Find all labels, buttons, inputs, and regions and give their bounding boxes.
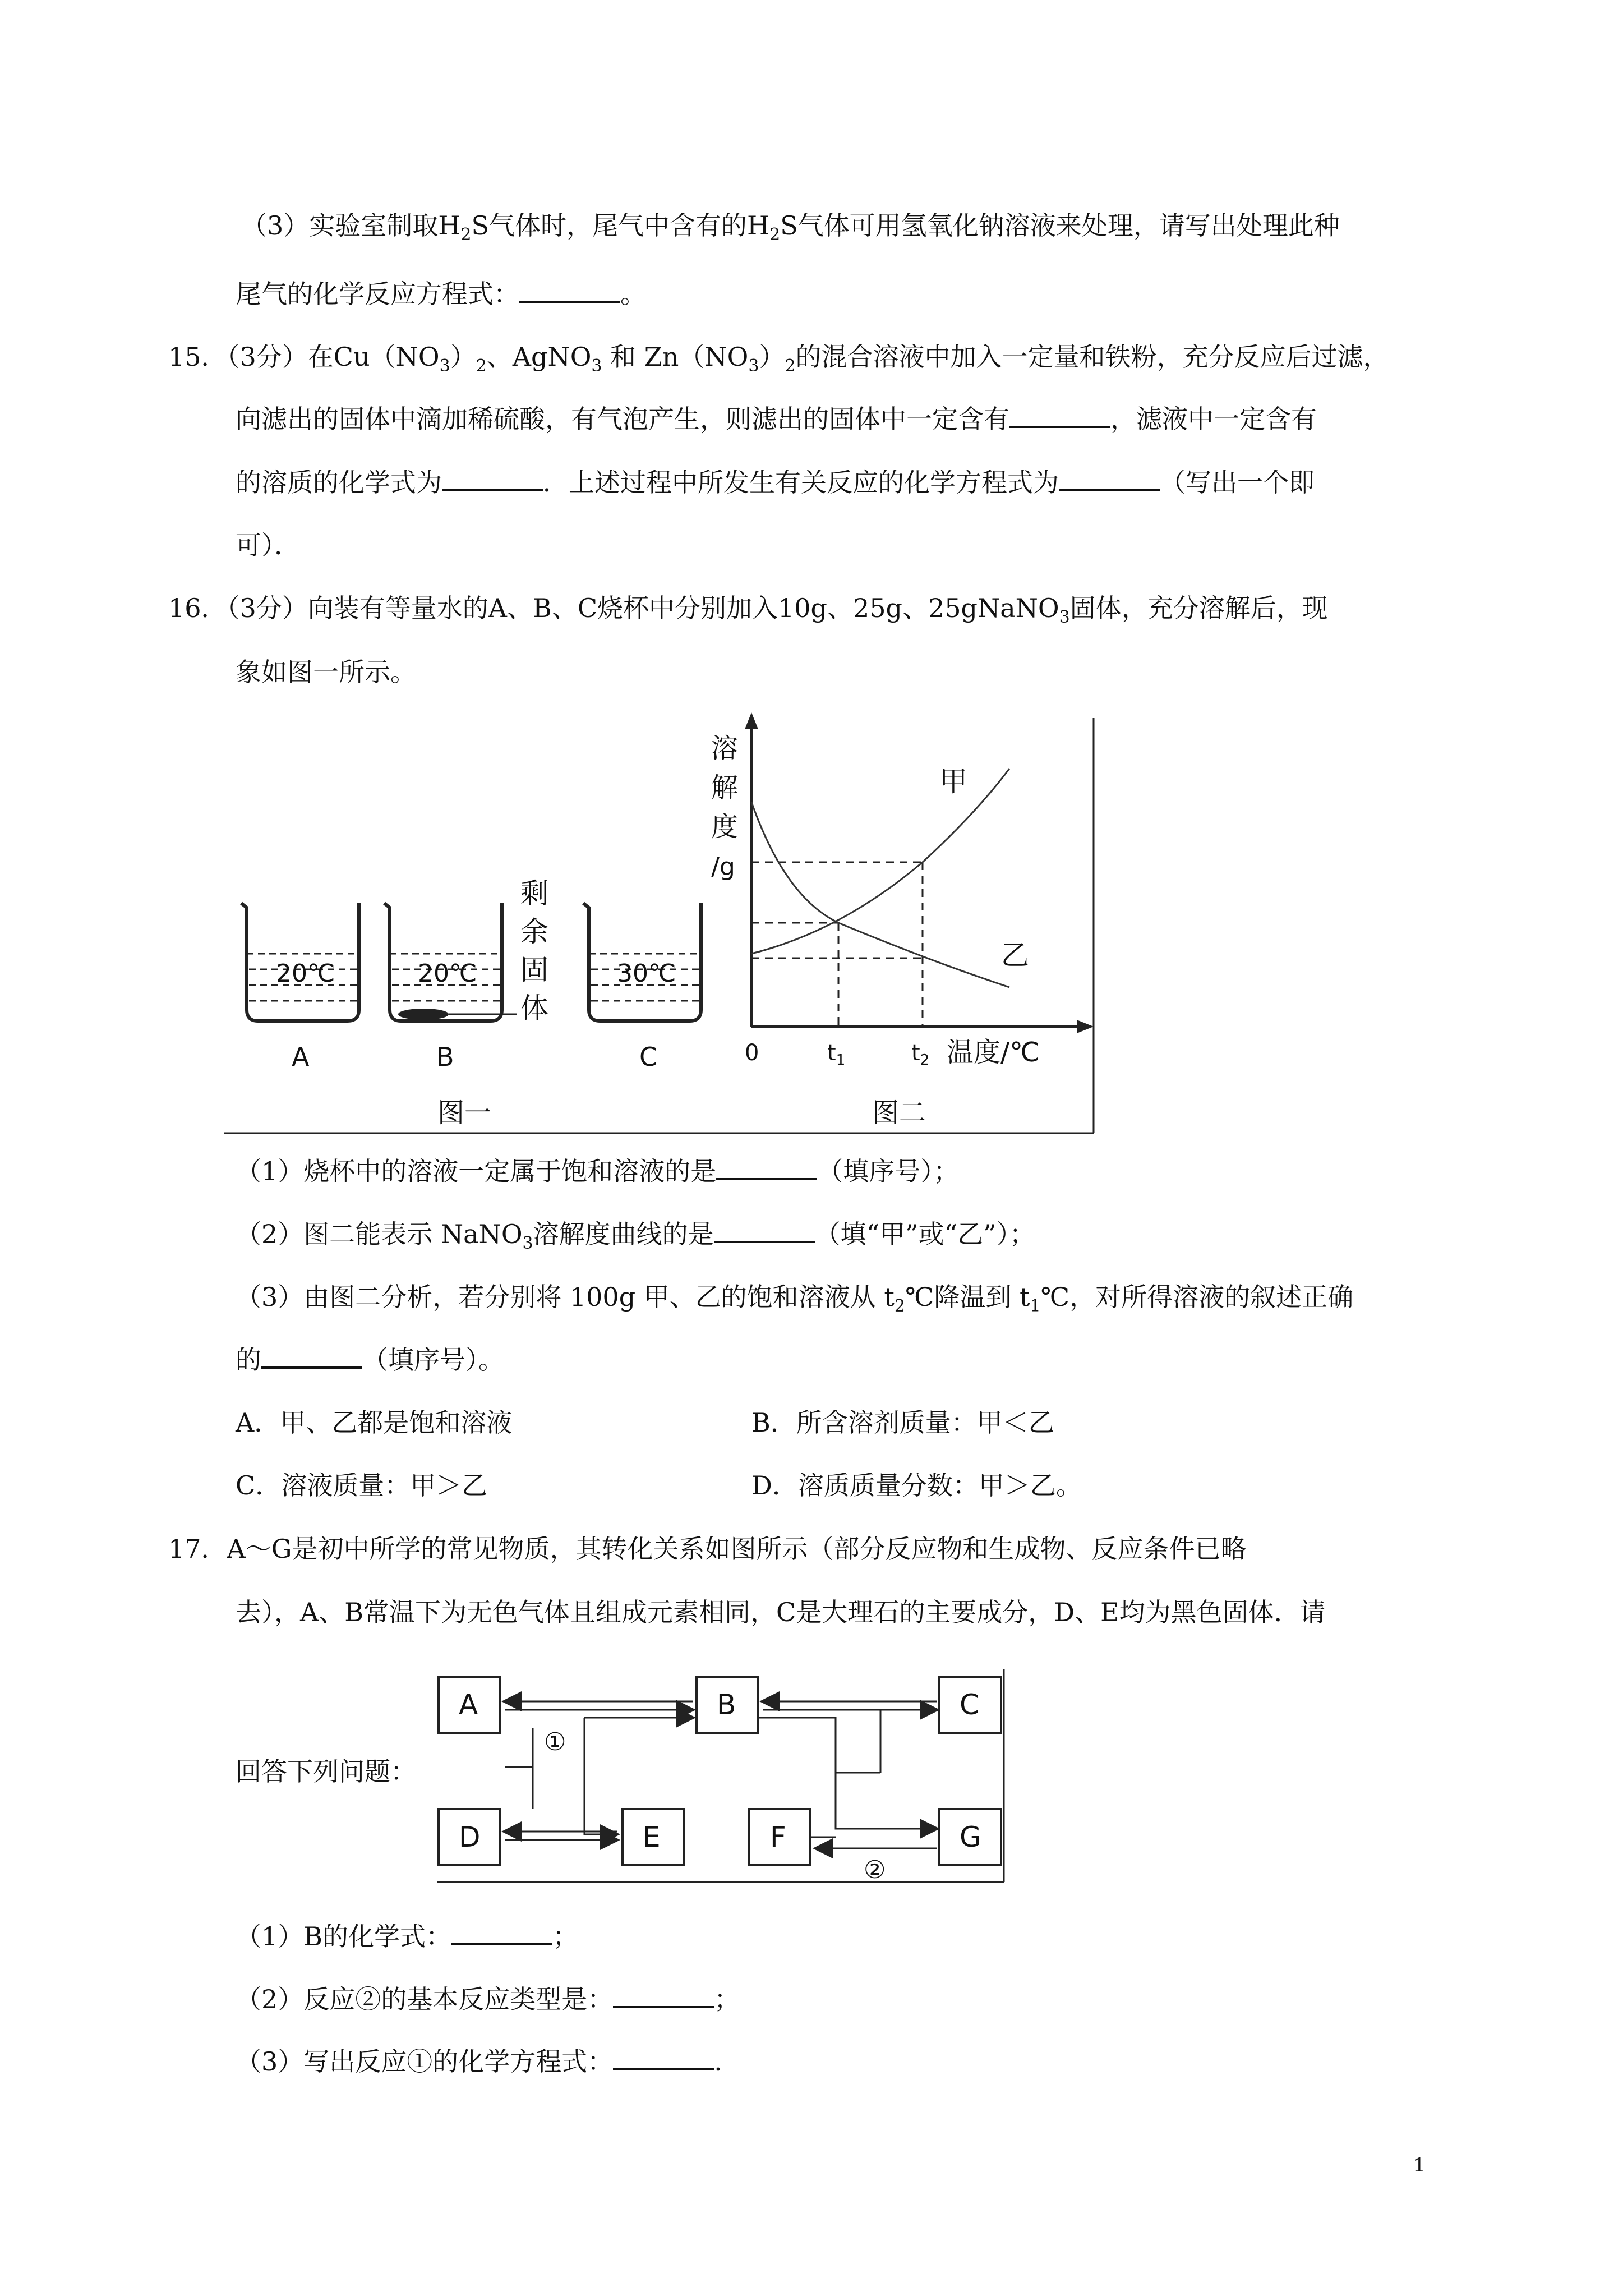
box-b-label: B bbox=[717, 1688, 736, 1721]
y-label-3: 度 bbox=[711, 811, 739, 843]
q15-line4: 可）． bbox=[236, 530, 300, 560]
y-label-4: /g bbox=[711, 853, 735, 881]
x-axis-label: 温度/℃ bbox=[947, 1037, 1040, 1068]
beaker-b-label: B bbox=[436, 1042, 454, 1072]
q17-line3: 回答下列问题： bbox=[236, 1756, 416, 1787]
beaker-a bbox=[241, 903, 359, 1072]
q17-sub2: （2）反应②的基本反应类型是： ； bbox=[236, 1984, 740, 2014]
box-f-label: F bbox=[770, 1821, 786, 1853]
q16-option-b: B．所含溶剂质量：甲＜乙 bbox=[751, 1407, 1054, 1438]
q17-sub3: （3）写出反应①的化学方程式： . bbox=[236, 2046, 722, 2077]
answer-blank[interactable] bbox=[613, 2046, 714, 2070]
q15-line1: 15．（3分）在$Cu(NO_3)_2$、AgNO$_3$ 和 $Zn(NO_3)_2$的混合溶液中加入一定量和铁粉，充分反应后过滤， bbox=[168, 342, 1389, 376]
q15-line2: 向滤出的固体中滴加稀硫酸，有气泡产生，则滤出的固体中一定含有 ，滤液中一定含有 bbox=[236, 404, 1317, 434]
beaker-c bbox=[583, 903, 701, 1072]
reaction-1-label: ① bbox=[544, 1728, 566, 1756]
answer-blank[interactable] bbox=[1009, 403, 1110, 428]
beaker-a-label: A bbox=[292, 1042, 310, 1072]
answer-blank[interactable] bbox=[1059, 467, 1160, 491]
answer-blank[interactable] bbox=[451, 1921, 552, 1945]
answer-blank[interactable] bbox=[613, 1984, 714, 2008]
solubility-graph bbox=[711, 712, 1094, 1069]
box-c-label: C bbox=[960, 1688, 979, 1721]
beaker-a-temp: 20℃ bbox=[276, 959, 335, 988]
answer-blank[interactable] bbox=[442, 467, 543, 491]
answer-blank[interactable] bbox=[519, 278, 620, 303]
beaker-b-temp: 20℃ bbox=[418, 959, 477, 988]
residue-label-1: 剩 bbox=[520, 877, 548, 910]
fig2-caption: 图二 bbox=[872, 1097, 926, 1129]
beaker-b bbox=[384, 903, 517, 1072]
page-number: 1 bbox=[1413, 2154, 1426, 2177]
residue-label-4: 体 bbox=[520, 992, 548, 1024]
q16-sub1: （1）烧杯中的溶液一定属于饱和溶液的是 （填序号）； bbox=[236, 1156, 960, 1186]
q14-3-line2: 尾气的化学反应方程式： 。 bbox=[236, 279, 646, 309]
curve-yi-label: 乙 bbox=[1001, 939, 1029, 972]
answer-blank[interactable] bbox=[714, 1218, 815, 1243]
box-a-label: A bbox=[459, 1688, 478, 1721]
box-g-label: G bbox=[960, 1821, 981, 1853]
q16-sub3-line2: 的 （填序号）。 bbox=[236, 1345, 504, 1375]
reaction-2-label: ② bbox=[864, 1856, 886, 1884]
box-e-label: E bbox=[643, 1821, 661, 1853]
beaker-c-label: C bbox=[639, 1042, 658, 1072]
residue-label-2: 余 bbox=[520, 915, 548, 948]
fig1-caption: 图一 bbox=[437, 1097, 492, 1129]
q16-option-a: A．甲、乙都是饱和溶液 bbox=[236, 1407, 513, 1438]
curve-jia bbox=[751, 769, 1009, 954]
curve-jia-label: 甲 bbox=[939, 765, 967, 798]
q16-sub2: （2）图二能表示 NaNO$_3$溶解度曲线的是 （填“甲”或“乙”）； bbox=[236, 1219, 1035, 1253]
q16-option-d: D．溶质质量分数：甲＞乙。 bbox=[751, 1470, 1082, 1501]
y-label-1: 溶 bbox=[711, 733, 739, 764]
q17-diagram bbox=[432, 1666, 1015, 1890]
q16-option-c: C．溶液质量：甲＞乙 bbox=[236, 1470, 488, 1501]
y-label-2: 解 bbox=[711, 772, 739, 803]
origin-label: 0 bbox=[745, 1040, 759, 1066]
beaker-c-temp: 30℃ bbox=[617, 959, 676, 988]
q17-line2: 去），A、B常温下为无色气体且组成元素相同，C是大理石的主要成分，D、E均为黑色固体．请 bbox=[236, 1597, 1326, 1627]
q17-line1: 17．A～G是初中所学的常见物质，其转化关系如图所示（部分反应物和生成物、反应条件已略 bbox=[168, 1534, 1247, 1564]
x-axis-arrow-icon bbox=[1077, 1020, 1094, 1033]
q16-line1: 16．（3分）向装有等量水的A、B、C烧杯中分别加入10g、25g、25gNaNO$_3$固体，充分溶解后，现 bbox=[168, 593, 1328, 627]
t2-label: $t_2$ bbox=[911, 1040, 930, 1069]
box-d-label: D bbox=[459, 1821, 481, 1853]
q16-line2: 象如图一所示。 bbox=[236, 657, 416, 687]
t1-label: $t_1$ bbox=[827, 1040, 846, 1069]
q14-3-line1: （3）实验室制取$H_2S$气体时，尾气中含有的$H_2S$气体可用氢氧化钠溶液来处理，请写出处理此种 bbox=[241, 210, 1340, 245]
answer-blank[interactable] bbox=[261, 1344, 362, 1369]
y-axis-arrow-icon bbox=[745, 712, 758, 729]
q16-sub3-line1: （3）由图二分析，若分别将 100g 甲、乙的饱和溶液从 $t_2℃$降温到 $t_1℃$，对所得溶液的叙述正确 bbox=[236, 1282, 1354, 1316]
q15-line3: 的溶质的化学式为 ．上述过程中所发生有关反应的化学方程式为 （写出一个即 bbox=[236, 467, 1315, 498]
residue-solid bbox=[398, 1009, 449, 1020]
q16-figure bbox=[224, 707, 1105, 1144]
q17-sub1: （1）B的化学式： ； bbox=[236, 1921, 579, 1952]
residue-label-3: 固 bbox=[520, 954, 548, 986]
answer-blank[interactable] bbox=[716, 1156, 817, 1180]
